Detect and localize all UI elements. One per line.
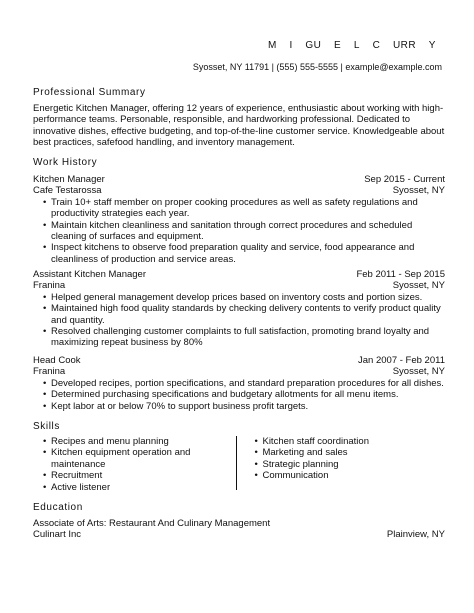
job-company-row: [33, 366, 445, 377]
skill-item: • Strategic planning: [254, 459, 445, 470]
job-location: Syosset, NY: [392, 185, 445, 197]
job-company-row: [33, 185, 445, 196]
job-header-row: [33, 174, 445, 185]
skill-item: • Marketing and sales: [254, 447, 445, 458]
name-letter: L: [353, 40, 360, 51]
job-bullet: • Determined purchasing specifications and budgetary allotments for all menu items.: [43, 389, 445, 400]
name-letter: URR: [392, 40, 417, 51]
skill-item: • Kitchen staff coordination: [254, 436, 445, 447]
name-letter: Y: [428, 40, 436, 51]
job-bullet: • Inspect kitchens to observe food preparation quality and service, food appearance and cleanliness of production and service areas.: [43, 242, 445, 265]
name-letter: I: [289, 40, 293, 51]
job-dates: Feb 2011 - Sep 2015: [356, 269, 445, 280]
job-location: Syosset, NY: [392, 280, 445, 292]
job-bullet: • Maintained high food quality standards by checking delivery contents to verify product quality and quantity.: [43, 303, 445, 326]
job-role: Kitchen Manager: [33, 174, 105, 185]
job-role: Assistant Kitchen Manager: [33, 269, 147, 280]
job-bullet: • Train 10+ staff member on proper cooking procedures as well as safety regulations and productivity strategies each year.: [43, 197, 445, 220]
job-bullet: • Resolved challenging customer complaints to full satisfaction, promoting brand loyalty and maximizing repeat business by 80%: [43, 326, 445, 349]
summary-section: [33, 103, 445, 149]
name-letter: C: [372, 40, 381, 51]
education-heading: Education: [33, 502, 83, 513]
education-school-row: [33, 529, 445, 540]
job-header-row: [33, 355, 445, 366]
job-entry: [33, 355, 445, 412]
skills-right-list: [244, 436, 445, 493]
job-entry: [33, 174, 445, 265]
job-bullet: • Helped general management develop prices based on inventory costs and portion sizes.: [43, 292, 445, 303]
skills-section: [33, 436, 445, 493]
skills-divider: [236, 436, 237, 490]
summary-heading: Professional Summary: [33, 87, 146, 98]
skill-item: • Active listener: [43, 482, 234, 493]
job-location: Syosset, NY: [392, 366, 445, 378]
job-dates: Sep 2015 - Current: [364, 174, 445, 185]
skill-item: • Kitchen equipment operation and maintenance: [43, 447, 234, 470]
name-letter: GU: [305, 40, 322, 51]
contact-info: Syosset, NY 11791 | (555) 555-5555 | example@example.com: [192, 62, 442, 72]
job-role: Head Cook: [33, 355, 81, 366]
skill-item: • Recruitment: [43, 470, 234, 481]
skill-item: • Recipes and menu planning: [43, 436, 234, 447]
education-school: Culinart Inc: [33, 529, 82, 541]
job-company: Franina: [33, 280, 66, 292]
job-bullets: [33, 197, 445, 265]
job-bullet: • Developed recipes, portion specifications, and standard preparation procedures for all dishes.: [43, 378, 445, 389]
job-entry: [33, 269, 445, 349]
skills-left-list: [33, 436, 234, 493]
job-company: Cafe Testarossa: [33, 185, 102, 197]
education-location: Plainview, NY: [386, 529, 445, 541]
name-letter: M: [268, 40, 277, 51]
education-degree: Associate of Arts: Restaurant And Culinary Management: [33, 518, 271, 529]
job-bullet: • Kept labor at or below 70% to support business profit targets.: [43, 401, 445, 412]
job-header-row: [33, 269, 445, 280]
education-entry: [33, 518, 445, 541]
job-company: Franina: [33, 366, 66, 378]
skills-heading: Skills: [33, 421, 60, 432]
name-letter: E: [334, 40, 342, 51]
skill-item: • Communication: [254, 470, 445, 481]
candidate-name: [268, 40, 436, 52]
work-history-heading: Work History: [33, 157, 98, 168]
job-bullets: [33, 378, 445, 412]
job-bullet: • Maintain kitchen cleanliness and sanitation through correct procedures and scheduled cleaning of surfaces and equipment.: [43, 220, 445, 243]
job-dates: Jan 2007 - Feb 2011: [358, 355, 445, 366]
job-bullets: [33, 292, 445, 349]
summary-text: Energetic Kitchen Manager, offering 12 years of experience, enthusiastic about working with high-performance teams. Personable, responsible, and hardworking professional. Dedicated to innovative dishes, effective budgeting, and top-of-the-line customer service. Knowledgeable about best practices, safefood handling, and inventory management.: [33, 103, 445, 149]
job-company-row: [33, 280, 445, 291]
